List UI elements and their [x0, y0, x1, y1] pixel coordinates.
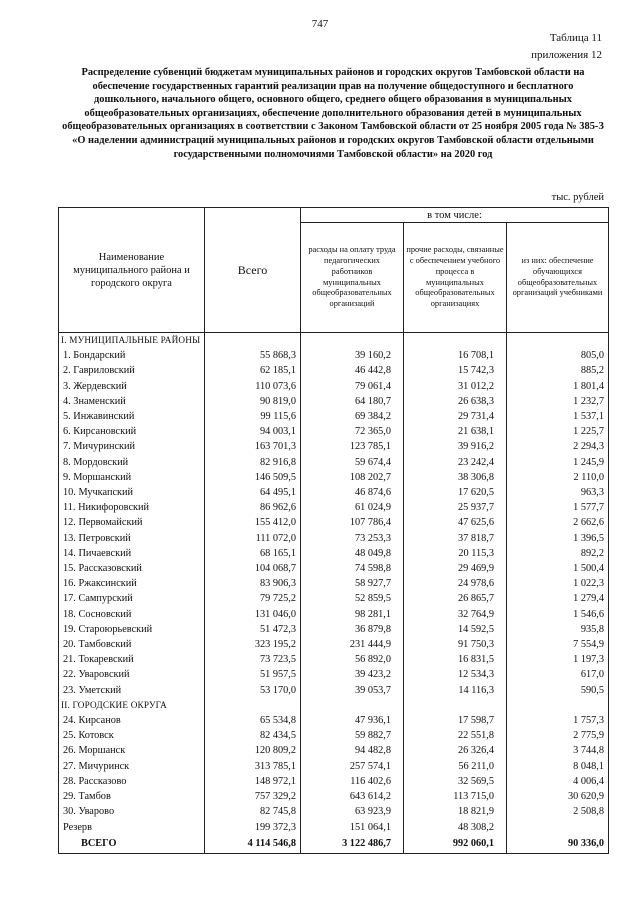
cell-other-costs: 24 978,6	[404, 576, 507, 591]
cell-textbooks: 1 757,3	[507, 713, 609, 728]
cell-total: 65 534,8	[205, 713, 301, 728]
header-other-costs: прочие расходы, связанные с обеспечением учебного процесса в муниципальных общеобразовательных организациях	[404, 223, 507, 333]
cell-labor-costs: 79 061,4	[301, 379, 404, 394]
table-row	[59, 713, 609, 728]
cell-labor-costs: 58 927,7	[301, 576, 404, 591]
table-reference	[531, 30, 602, 64]
cell-total: 68 165,1	[205, 546, 301, 561]
header-including: в том числе:	[301, 208, 609, 223]
cell-name: 25. Котовск	[59, 728, 205, 743]
cell-name: 14. Пичаевский	[59, 546, 205, 561]
cell-textbooks: 1 801,4	[507, 379, 609, 394]
cell-name: 13. Петровский	[59, 531, 205, 546]
cell-total: 79 725,2	[205, 591, 301, 606]
cell-other-costs: 992 060,1	[404, 835, 507, 854]
cell-labor-costs: 108 202,7	[301, 470, 404, 485]
table-row	[59, 409, 609, 424]
cell-total: 73 723,5	[205, 652, 301, 667]
cell-other-costs: 15 742,3	[404, 363, 507, 378]
cell-name: 15. Рассказовский	[59, 561, 205, 576]
cell-textbooks: 1 225,7	[507, 424, 609, 439]
cell-name: 4. Знаменский	[59, 394, 205, 409]
cell-other-costs: 21 638,1	[404, 424, 507, 439]
cell-other-costs: 26 865,7	[404, 591, 507, 606]
cell-textbooks: 805,0	[507, 348, 609, 363]
cell-labor-costs: 52 859,5	[301, 591, 404, 606]
table-body	[59, 333, 609, 854]
cell-textbooks	[507, 698, 609, 713]
cell-name: 10. Мучкапский	[59, 485, 205, 500]
table-row	[59, 622, 609, 637]
cell-textbooks: 1 279,4	[507, 591, 609, 606]
cell-total: 131 046,0	[205, 607, 301, 622]
cell-total: 51 472,3	[205, 622, 301, 637]
cell-name: 11. Никифоровский	[59, 500, 205, 515]
cell-total: 62 185,1	[205, 363, 301, 378]
section-row	[59, 333, 609, 349]
cell-textbooks: 590,5	[507, 683, 609, 698]
cell-other-costs: 20 115,3	[404, 546, 507, 561]
cell-name: 27. Мичуринск	[59, 759, 205, 774]
table-row	[59, 743, 609, 758]
cell-other-costs: 17 598,7	[404, 713, 507, 728]
cell-other-costs: 29 731,4	[404, 409, 507, 424]
cell-labor-costs: 98 281,1	[301, 607, 404, 622]
cell-name: 26. Моршанск	[59, 743, 205, 758]
cell-total: 199 372,3	[205, 820, 301, 835]
table-row	[59, 379, 609, 394]
cell-textbooks: 1 245,9	[507, 455, 609, 470]
cell-total: 757 329,2	[205, 789, 301, 804]
table-row	[59, 789, 609, 804]
subsidy-table	[58, 207, 609, 854]
cell-labor-costs: 36 879,8	[301, 622, 404, 637]
table-row	[59, 485, 609, 500]
table-row	[59, 500, 609, 515]
cell-total: 323 195,2	[205, 637, 301, 652]
cell-textbooks: 8 048,1	[507, 759, 609, 774]
cell-labor-costs: 47 936,1	[301, 713, 404, 728]
cell-other-costs: 29 469,9	[404, 561, 507, 576]
cell-textbooks: 617,0	[507, 667, 609, 682]
document-title: Распределение субвенций бюджетам муниципальных районов и городских округов Тамбовской области на обеспечение государственных гарантий реализации прав на получение общедоступного и бесплатного дошкольного, начального общего, основного общего, среднего общего образования в муниципальных общеобразовательных организациях, обеспечение дополнительного образования детей в муниципальных общеобразовательных организациях в соответствии с Законом Тамбовской области от 25 ноября 2005 года № 385-З «О наделении администраций муниципальных районов и городских округов Тамбовской области отдельными государственными полномочиями Тамбовской области» на 2020 год	[62, 67, 604, 160]
table-row	[59, 348, 609, 363]
cell-labor-costs: 3 122 486,7	[301, 835, 404, 854]
table-row	[59, 607, 609, 622]
cell-other-costs: 91 750,3	[404, 637, 507, 652]
cell-total	[205, 333, 301, 349]
cell-labor-costs: 59 882,7	[301, 728, 404, 743]
cell-other-costs: 56 211,0	[404, 759, 507, 774]
cell-other-costs: 38 306,8	[404, 470, 507, 485]
page-number: 747	[311, 18, 329, 30]
total-row	[59, 835, 609, 854]
cell-total: 146 509,5	[205, 470, 301, 485]
header-labor-costs: расходы на оплату труда педагогических работников муниципальных общеобразовательных организаций	[301, 223, 404, 333]
cell-total: 94 003,1	[205, 424, 301, 439]
table-row	[59, 424, 609, 439]
cell-total: 51 957,5	[205, 667, 301, 682]
cell-other-costs: 18 821,9	[404, 804, 507, 819]
cell-name: 29. Тамбов	[59, 789, 205, 804]
cell-other-costs: 26 326,4	[404, 743, 507, 758]
cell-textbooks: 963,3	[507, 485, 609, 500]
cell-name: 20. Тамбовский	[59, 637, 205, 652]
cell-other-costs: 37 818,7	[404, 531, 507, 546]
cell-other-costs: 16 708,1	[404, 348, 507, 363]
cell-name: II. ГОРОДСКИЕ ОКРУГА	[59, 698, 205, 713]
units-label: тыс. рублей	[551, 192, 604, 203]
cell-other-costs: 26 638,3	[404, 394, 507, 409]
cell-labor-costs: 61 024,9	[301, 500, 404, 515]
table-row	[59, 652, 609, 667]
cell-other-costs: 16 831,5	[404, 652, 507, 667]
cell-total: 90 819,0	[205, 394, 301, 409]
cell-total: 53 170,0	[205, 683, 301, 698]
cell-total: 82 434,5	[205, 728, 301, 743]
cell-other-costs: 32 764,9	[404, 607, 507, 622]
table-row	[59, 561, 609, 576]
cell-labor-costs: 73 253,3	[301, 531, 404, 546]
cell-textbooks: 1 396,5	[507, 531, 609, 546]
cell-labor-costs: 64 180,7	[301, 394, 404, 409]
header-name: Наименование муниципального района и городского округа	[59, 208, 205, 333]
cell-labor-costs: 107 786,4	[301, 515, 404, 530]
table-row	[59, 455, 609, 470]
table-row	[59, 515, 609, 530]
cell-total	[205, 698, 301, 713]
cell-labor-costs: 39 053,7	[301, 683, 404, 698]
cell-other-costs: 22 551,8	[404, 728, 507, 743]
cell-other-costs: 31 012,2	[404, 379, 507, 394]
cell-labor-costs: 56 892,0	[301, 652, 404, 667]
cell-textbooks: 90 336,0	[507, 835, 609, 854]
table-row	[59, 759, 609, 774]
cell-name: 2. Гавриловский	[59, 363, 205, 378]
cell-textbooks: 1 577,7	[507, 500, 609, 515]
cell-name: 1. Бондарский	[59, 348, 205, 363]
cell-textbooks: 2 508,8	[507, 804, 609, 819]
cell-other-costs: 48 308,2	[404, 820, 507, 835]
cell-total: 4 114 546,8	[205, 835, 301, 854]
cell-textbooks	[507, 820, 609, 835]
header-total: Всего	[205, 208, 301, 333]
cell-textbooks: 935,8	[507, 622, 609, 637]
cell-textbooks: 885,2	[507, 363, 609, 378]
cell-total: 86 962,6	[205, 500, 301, 515]
cell-textbooks: 1 022,3	[507, 576, 609, 591]
cell-total: 104 068,7	[205, 561, 301, 576]
cell-other-costs: 17 620,5	[404, 485, 507, 500]
cell-labor-costs: 63 923,9	[301, 804, 404, 819]
cell-labor-costs: 123 785,1	[301, 439, 404, 454]
cell-total: 64 495,1	[205, 485, 301, 500]
cell-textbooks: 7 554,9	[507, 637, 609, 652]
cell-other-costs: 14 116,3	[404, 683, 507, 698]
cell-other-costs: 12 534,3	[404, 667, 507, 682]
cell-name: 22. Уваровский	[59, 667, 205, 682]
cell-textbooks: 2 662,6	[507, 515, 609, 530]
cell-labor-costs: 69 384,2	[301, 409, 404, 424]
cell-total: 83 906,3	[205, 576, 301, 591]
header-textbooks: из них: обеспечение обучающихся общеобразовательных организаций учебниками	[507, 223, 609, 333]
cell-labor-costs: 74 598,8	[301, 561, 404, 576]
table-row	[59, 470, 609, 485]
cell-other-costs: 23 242,4	[404, 455, 507, 470]
cell-name: ВСЕГО	[59, 835, 205, 854]
cell-labor-costs	[301, 333, 404, 349]
table-row	[59, 804, 609, 819]
cell-labor-costs: 94 482,8	[301, 743, 404, 758]
table-row	[59, 774, 609, 789]
table-row	[59, 728, 609, 743]
table-row	[59, 439, 609, 454]
cell-textbooks: 1 232,7	[507, 394, 609, 409]
cell-total: 120 809,2	[205, 743, 301, 758]
cell-other-costs	[404, 698, 507, 713]
cell-textbooks: 1 197,3	[507, 652, 609, 667]
cell-other-costs: 113 715,0	[404, 789, 507, 804]
table-row	[59, 637, 609, 652]
cell-total: 148 972,1	[205, 774, 301, 789]
table-number: Таблица 11	[549, 32, 602, 44]
cell-name: 30. Уварово	[59, 804, 205, 819]
cell-name: 16. Ржаксинский	[59, 576, 205, 591]
cell-total: 99 115,6	[205, 409, 301, 424]
cell-labor-costs: 39 160,2	[301, 348, 404, 363]
cell-total: 111 072,0	[205, 531, 301, 546]
cell-name: 24. Кирсанов	[59, 713, 205, 728]
cell-textbooks: 1 537,1	[507, 409, 609, 424]
cell-textbooks: 30 620,9	[507, 789, 609, 804]
cell-textbooks: 4 006,4	[507, 774, 609, 789]
cell-total: 110 073,6	[205, 379, 301, 394]
cell-other-costs: 14 592,5	[404, 622, 507, 637]
cell-textbooks	[507, 333, 609, 349]
cell-name: 12. Первомайский	[59, 515, 205, 530]
cell-labor-costs: 116 402,6	[301, 774, 404, 789]
cell-name: 23. Уметский	[59, 683, 205, 698]
cell-labor-costs: 72 365,0	[301, 424, 404, 439]
cell-name: 8. Мордовский	[59, 455, 205, 470]
cell-name: 7. Мичуринский	[59, 439, 205, 454]
cell-name: 9. Моршанский	[59, 470, 205, 485]
table-row	[59, 394, 609, 409]
cell-other-costs: 47 625,6	[404, 515, 507, 530]
cell-labor-costs: 231 444,9	[301, 637, 404, 652]
cell-labor-costs: 46 442,8	[301, 363, 404, 378]
cell-labor-costs: 643 614,2	[301, 789, 404, 804]
cell-labor-costs: 151 064,1	[301, 820, 404, 835]
cell-other-costs: 25 937,7	[404, 500, 507, 515]
cell-name: 28. Рассказово	[59, 774, 205, 789]
table-row	[59, 820, 609, 835]
cell-name: 19. Староюрьевский	[59, 622, 205, 637]
table-row	[59, 683, 609, 698]
table-row	[59, 667, 609, 682]
cell-total: 55 868,3	[205, 348, 301, 363]
cell-textbooks: 2 110,0	[507, 470, 609, 485]
cell-name: 3. Жердевский	[59, 379, 205, 394]
cell-labor-costs: 59 674,4	[301, 455, 404, 470]
cell-textbooks: 2 775,9	[507, 728, 609, 743]
cell-other-costs: 39 916,2	[404, 439, 507, 454]
cell-total: 155 412,0	[205, 515, 301, 530]
cell-labor-costs: 46 874,6	[301, 485, 404, 500]
cell-name: 17. Сампурский	[59, 591, 205, 606]
cell-other-costs	[404, 333, 507, 349]
table-row	[59, 591, 609, 606]
cell-total: 82 745,8	[205, 804, 301, 819]
cell-name: 6. Кирсановский	[59, 424, 205, 439]
cell-textbooks: 1 546,6	[507, 607, 609, 622]
cell-name: 21. Токаревский	[59, 652, 205, 667]
cell-textbooks: 2 294,3	[507, 439, 609, 454]
appendix-number: приложения 12	[531, 49, 602, 61]
cell-name: Резерв	[59, 820, 205, 835]
cell-textbooks: 1 500,4	[507, 561, 609, 576]
cell-labor-costs: 48 049,8	[301, 546, 404, 561]
cell-name: 5. Инжавинский	[59, 409, 205, 424]
section-row	[59, 698, 609, 713]
cell-labor-costs: 257 574,1	[301, 759, 404, 774]
table-row	[59, 531, 609, 546]
table-row	[59, 576, 609, 591]
table-row	[59, 363, 609, 378]
table-row	[59, 546, 609, 561]
cell-name: 18. Сосновский	[59, 607, 205, 622]
cell-labor-costs	[301, 698, 404, 713]
cell-labor-costs: 39 423,2	[301, 667, 404, 682]
cell-textbooks: 892,2	[507, 546, 609, 561]
cell-total: 313 785,1	[205, 759, 301, 774]
cell-name: I. МУНИЦИПАЛЬНЫЕ РАЙОНЫ	[59, 333, 205, 349]
cell-total: 82 916,8	[205, 455, 301, 470]
cell-textbooks: 3 744,8	[507, 743, 609, 758]
cell-total: 163 701,3	[205, 439, 301, 454]
cell-other-costs: 32 569,5	[404, 774, 507, 789]
